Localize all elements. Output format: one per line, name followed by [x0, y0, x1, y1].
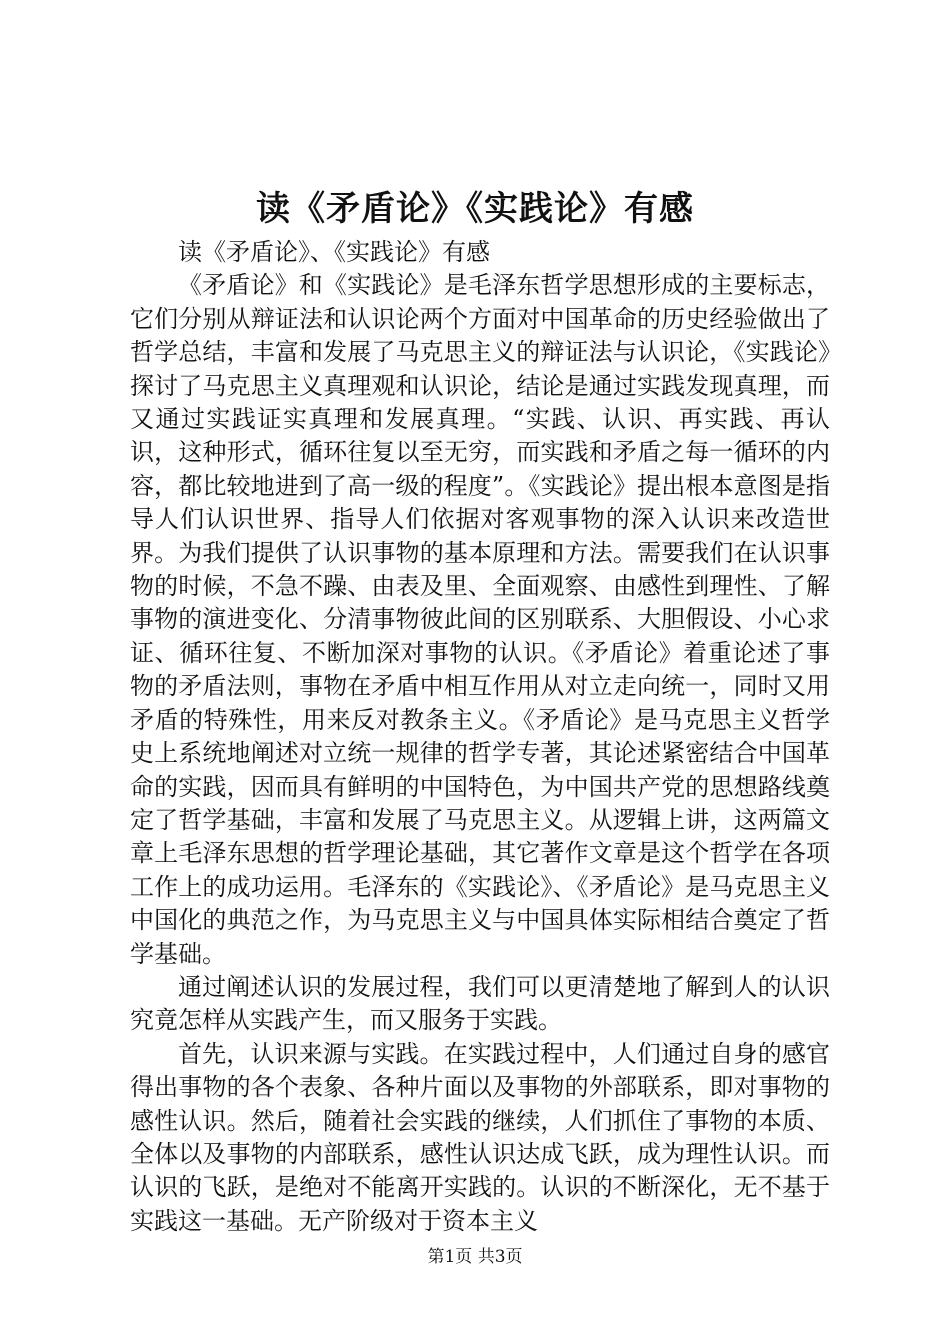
document-body: [130, 236, 830, 1238]
paragraph-1: 《矛盾论》和《实践论》是毛泽东哲学思想形成的主要标志，它们分别从辩证法和认识论两个方面对中国革命的历史经验做出了哲学总结，丰富和发展了马克思主义的辩证法与认识论，《实践论》探讨了马克思主义真理观和认识论，结论是通过实践发现真理，而又通过实践证实真理和发展真理。“实践、认识、再实践、再认识，这种形式，循环往复以至无穷，而实践和矛盾之每一循环的内容，都比较地进到了高一级的程度”。《实践论》提出根本意图是指导人们认识世界、指导人们依据对客观事物的深入认识来改造世界。为我们提供了认识事物的基本原理和方法。需要我们在认识事物的时候，不急不躁、由表及里、全面观察、由感性到理性、了解事物的演进变化、分清事物彼此间的区别联系、大胆假设、小心求证、循环往复、不断加深对事物的认识。《矛盾论》着重论述了事物的矛盾法则，事物在矛盾中相互作用从对立走向统一，同时又用矛盾的特殊性，用来反对教条主义。《矛盾论》是马克思主义哲学史上系统地阐述对立统一规律的哲学专著，其论述紧密结合中国革命的实践，因而具有鲜明的中国特色，为中国共产党的思想路线奠定了哲学基础，丰富和发展了马克思主义。从逻辑上讲，这两篇文章上毛泽东思想的哲学理论基础，其它著作文章是这个哲学在各项工作上的成功运用。毛泽东的《实践论》、《矛盾论》是马克思主义中国化的典范之作，为马克思主义与中国具体实际相结合奠定了哲学基础。: [130, 271, 830, 968]
page-footer: 第1页 共3页: [427, 1247, 523, 1267]
paragraph-3: 首先，认识来源与实践。在实践过程中，人们通过自身的感官得出事物的各个表象、各种片面以及事物的外部联系，即对事物的感性认识。然后，随着社会实践的继续，人们抓住了事物的本质、全体以及事物的内部联系，感性认识达成飞跃，成为理性认识。而认识的飞跃，是绝对不能离开实践的。认识的不断深化，无不基于实践这一基础。无产阶级对于资本主义: [130, 1039, 830, 1235]
paragraph-subtitle: 读《矛盾论》、《实践论》有感: [178, 238, 490, 266]
paragraph-2: 通过阐述认识的发展过程，我们可以更清楚地了解到人的认识究竟怎样从实践产生，而又服务于实践。: [130, 972, 830, 1035]
document-title: 读《矛盾论》《实践论》有感: [256, 189, 694, 229]
